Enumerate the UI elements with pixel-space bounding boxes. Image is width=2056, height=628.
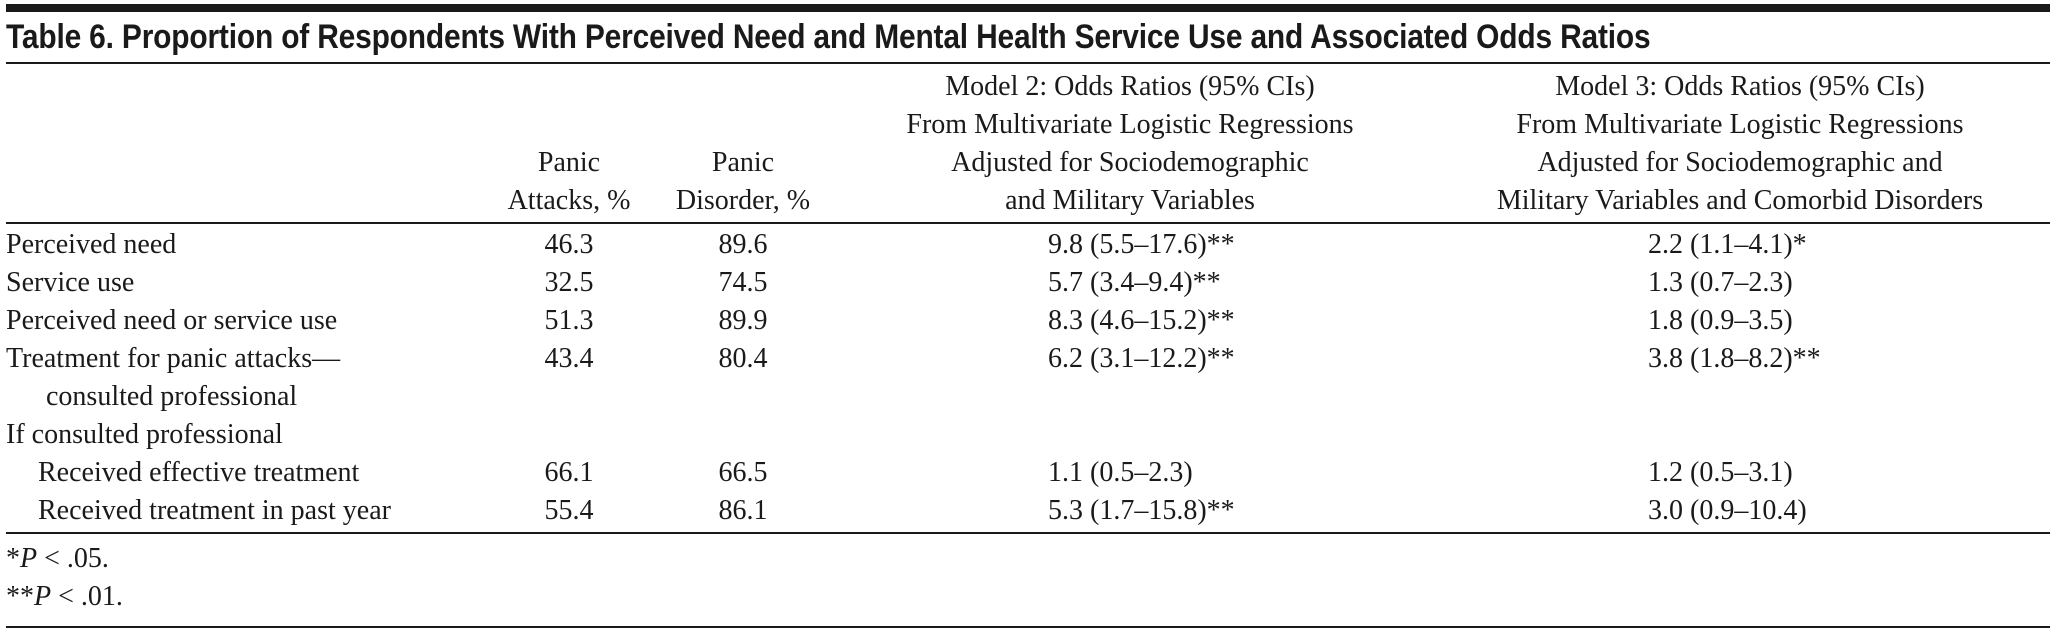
header-line: Military Variables and Comorbid Disorders	[1496, 185, 1984, 216]
cell-panic-disorder: 89.9	[718, 305, 768, 336]
row-label	[6, 492, 482, 533]
row-label: Perceived need or service use	[6, 305, 338, 336]
row-label: Perceived need	[6, 229, 177, 260]
header-model2	[830, 64, 1430, 223]
cell-panic-attacks: 66.1	[544, 457, 594, 488]
row-label-indented: Received treatment in past year	[38, 495, 391, 526]
header-line: and Military Variables	[1005, 185, 1255, 216]
cell-model3: 1.3 (0.7–2.3)	[1648, 267, 1793, 298]
cell-panic-disorder: 74.5	[718, 267, 768, 298]
header-line: Attacks, %	[507, 185, 631, 216]
cell-model2: 8.3 (4.6–15.2)**	[1048, 305, 1235, 336]
header-line: Adjusted for Sociodemographic	[951, 147, 1309, 178]
row-label	[6, 340, 482, 416]
header-line: Model 2: Odds Ratios (95% CIs)	[945, 71, 1315, 102]
row-label: Service use	[6, 267, 135, 298]
table-row	[6, 492, 2050, 533]
header-label	[6, 64, 482, 223]
cell-panic-disorder: 86.1	[718, 495, 768, 526]
cell-panic-attacks: 51.3	[544, 305, 594, 336]
cell-model3: 1.8 (0.9–3.5)	[1648, 305, 1793, 336]
header-line: Model 3: Odds Ratios (95% CIs)	[1555, 71, 1925, 102]
table-row-group-heading	[6, 416, 2050, 454]
cell-model2: 6.2 (3.1–12.2)**	[1048, 343, 1235, 374]
footnote-marker: **	[6, 581, 34, 612]
cell-model3: 2.2 (1.1–4.1)*	[1648, 229, 1807, 260]
cell-panic-disorder: 66.5	[718, 457, 768, 488]
table-row	[6, 223, 2050, 264]
table-row	[6, 264, 2050, 302]
header-line: Adjusted for Sociodemographic and	[1537, 147, 1943, 178]
row-label: If consulted professional	[6, 419, 283, 450]
header-line: Panic	[711, 147, 775, 178]
cell-model2: 5.7 (3.4–9.4)**	[1048, 267, 1221, 298]
table-row	[6, 302, 2050, 340]
header-panic-attacks	[482, 64, 656, 223]
cell-model3: 3.0 (0.9–10.4)	[1648, 495, 1807, 526]
header-line: From Multivariate Logistic Regressions	[1516, 109, 1964, 140]
cell-model2: 5.3 (1.7–15.8)**	[1048, 495, 1235, 526]
data-table	[6, 64, 2050, 534]
footnote	[6, 540, 2050, 578]
row-label	[6, 454, 482, 492]
cell-panic-attacks: 55.4	[544, 495, 594, 526]
cell-model3: 3.8 (1.8–8.2)**	[1648, 343, 1821, 374]
row-label-line: Treatment for panic attacks—	[6, 343, 341, 374]
cell-model2: 1.1 (0.5–2.3)	[1048, 457, 1193, 488]
table-row	[6, 454, 2050, 492]
row-label-continuation: consulted professional	[46, 381, 298, 412]
cell-panic-disorder: 89.6	[718, 229, 768, 260]
cell-model3: 1.2 (0.5–3.1)	[1648, 457, 1793, 488]
table-title: Table 6. Proportion of Respondents With Perceived Need and Mental Health Service Use and Associated Odds Ratios	[6, 18, 1651, 56]
footnote-p: P	[20, 543, 38, 574]
header-model3	[1430, 64, 2050, 223]
table-footnotes	[6, 534, 2050, 626]
header-row	[6, 64, 2050, 223]
header-line: From Multivariate Logistic Regressions	[906, 109, 1354, 140]
cell-panic-attacks: 46.3	[544, 229, 594, 260]
cell-empty	[1430, 416, 2050, 454]
top-rule	[6, 4, 2050, 12]
cell-panic-attacks: 32.5	[544, 267, 594, 298]
footnote-p: P	[34, 581, 52, 612]
footnote-text: < .01.	[51, 581, 123, 612]
table-figure	[6, 4, 2050, 628]
cell-empty	[656, 416, 830, 454]
cell-empty	[482, 416, 656, 454]
footnote	[6, 578, 2050, 616]
cell-panic-disorder: 80.4	[718, 343, 768, 374]
header-line: Disorder, %	[675, 185, 811, 216]
cell-model2: 9.8 (5.5–17.6)**	[1048, 229, 1235, 260]
footnote-text: < .05.	[37, 543, 109, 574]
header-panic-disorder	[656, 64, 830, 223]
cell-empty	[830, 416, 1430, 454]
header-line: Panic	[537, 147, 601, 178]
footnote-marker: *	[6, 543, 20, 574]
cell-panic-attacks: 43.4	[544, 343, 594, 374]
row-label-indented: Received effective treatment	[38, 457, 360, 488]
table-row	[6, 340, 2050, 416]
